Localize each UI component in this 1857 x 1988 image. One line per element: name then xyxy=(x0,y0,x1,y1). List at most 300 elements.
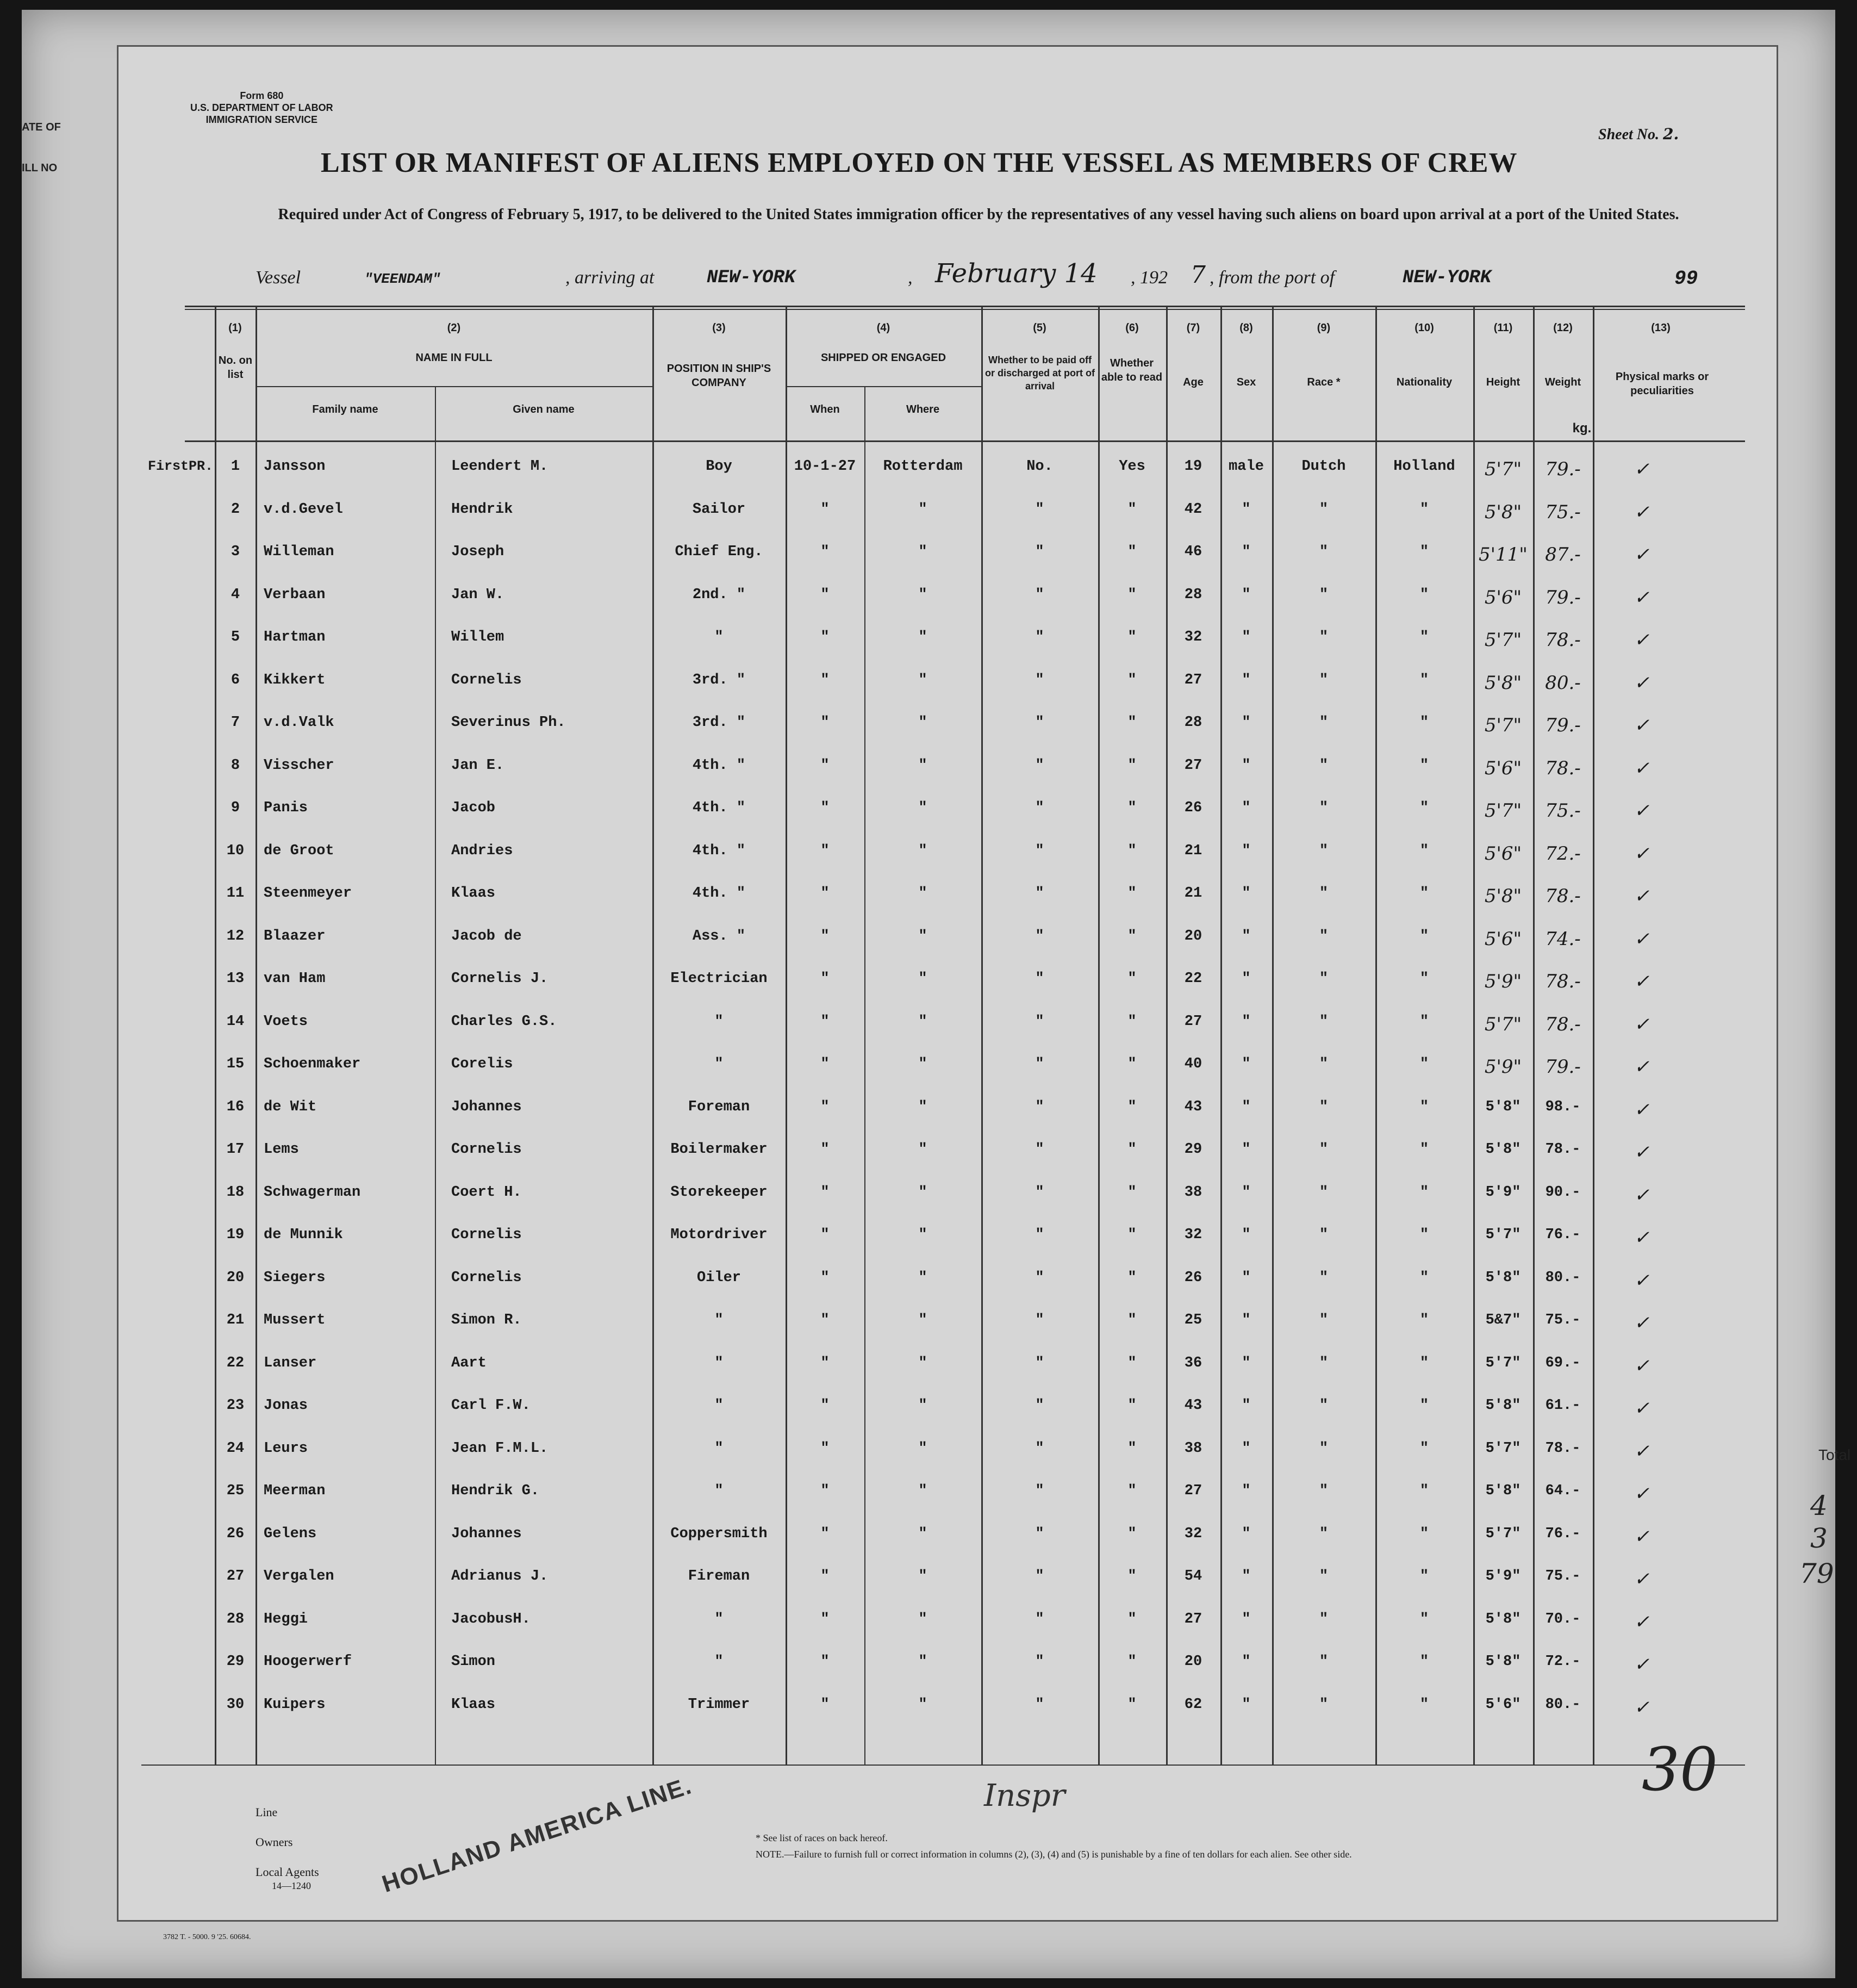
cell-sex: " xyxy=(1242,1397,1251,1414)
cell-given-name: Cornelis xyxy=(451,1227,522,1243)
cell-where: " xyxy=(918,629,927,645)
cell-able-to-read: " xyxy=(1127,1526,1137,1542)
cell-nationality: " xyxy=(1419,1440,1429,1457)
header-weight: Weight xyxy=(1544,376,1581,388)
col-rule xyxy=(1166,307,1168,1765)
cell-paid-off: " xyxy=(1035,971,1044,987)
form-identification xyxy=(190,90,333,126)
document-subtitle: Required under Act of Congress of February 5, 1917, to be delivered to the United States immigration officer by the representatives of any vessel having such aliens on board upon arrival at a port of the United States. xyxy=(278,206,1679,223)
cell-height: 5'8" xyxy=(1485,1099,1521,1115)
cell-able-to-read: " xyxy=(1127,587,1137,603)
cell-when: " xyxy=(820,1056,830,1072)
cell-family-name: Heggi xyxy=(264,1611,308,1627)
cell-sex: " xyxy=(1242,501,1251,518)
cell-where: " xyxy=(918,501,927,518)
cell-physical-marks: ✓ xyxy=(1634,1270,1650,1291)
cell-race: " xyxy=(1319,1611,1329,1627)
col-num: (5) xyxy=(1033,322,1046,334)
cell-where: " xyxy=(918,1611,927,1627)
cell-paid-off: " xyxy=(1035,629,1044,645)
cell-paid-off: " xyxy=(1035,757,1044,774)
cell-sex: " xyxy=(1242,1099,1251,1115)
cell-nationality: Holland xyxy=(1393,458,1455,475)
cell-when: " xyxy=(820,1270,830,1286)
cell-where: " xyxy=(918,1568,927,1585)
cell-able-to-read: " xyxy=(1127,501,1137,518)
col-num: (2) xyxy=(447,322,461,334)
cell-physical-marks: ✓ xyxy=(1634,501,1650,523)
cell-when: " xyxy=(820,1184,830,1201)
cell-nationality: " xyxy=(1419,1397,1429,1414)
header-paid-off: Whether to be paid off or discharged at port of arrival xyxy=(984,355,1095,392)
cell-sex: " xyxy=(1242,757,1251,774)
cell-family-name: Siegers xyxy=(264,1270,326,1286)
cell-age: 36 xyxy=(1184,1355,1202,1371)
header-age: Age xyxy=(1183,376,1204,388)
cell-physical-marks: ✓ xyxy=(1634,458,1650,480)
left-edge-text-2: ILL NO xyxy=(22,162,58,174)
cell-able-to-read: " xyxy=(1127,928,1137,945)
cell-height: 5'8" xyxy=(1485,1483,1521,1499)
cell-when: " xyxy=(820,971,830,987)
cell-where: " xyxy=(918,1697,927,1713)
cell-when: " xyxy=(820,800,830,816)
cell-when: " xyxy=(820,1355,830,1371)
arrival-date: February 14 xyxy=(935,258,1098,289)
cell-race: " xyxy=(1319,715,1329,731)
cell-no: 23 xyxy=(226,1397,245,1414)
sheet-value: 2. xyxy=(1663,125,1679,143)
cell-paid-off: " xyxy=(1035,715,1044,731)
cell-where: " xyxy=(918,843,927,859)
cell-sex: " xyxy=(1242,1440,1251,1457)
cell-weight: 75.- xyxy=(1545,501,1581,523)
cell-weight: 78.- xyxy=(1545,1440,1581,1457)
cell-no: 27 xyxy=(226,1568,245,1585)
footer-owners-label: Owners xyxy=(256,1835,293,1849)
cell-family-name: Leurs xyxy=(264,1440,308,1457)
cell-family-name: Verbaan xyxy=(264,587,326,603)
cell-position: 2nd. " xyxy=(692,587,746,603)
cell-no: 17 xyxy=(226,1141,245,1158)
cell-given-name: Corelis xyxy=(451,1056,513,1072)
from-port: NEW-YORK xyxy=(1403,268,1492,288)
cell-no: 16 xyxy=(226,1099,245,1115)
cell-physical-marks: ✓ xyxy=(1634,1355,1650,1377)
cell-given-name: Klaas xyxy=(451,1697,496,1713)
print-code: 3782 T. - 5000. 9 '25. 60684. xyxy=(163,1933,251,1941)
cell-physical-marks: ✓ xyxy=(1634,1654,1650,1675)
cell-where: " xyxy=(918,1056,927,1072)
cell-paid-off: " xyxy=(1035,1483,1044,1499)
cell-nationality: " xyxy=(1419,1014,1429,1030)
cell-paid-off: " xyxy=(1035,885,1044,902)
cell-height: 5'9" xyxy=(1484,1056,1522,1078)
year-suffix: 7 xyxy=(1191,261,1206,289)
cell-sex: " xyxy=(1242,715,1251,731)
cell-nationality: " xyxy=(1419,885,1429,902)
cell-height: 5'7" xyxy=(1485,1526,1521,1542)
cell-nationality: " xyxy=(1419,1184,1429,1201)
cell-height: 5'6" xyxy=(1484,587,1522,608)
cell-paid-off: " xyxy=(1035,1568,1044,1585)
cell-sex: " xyxy=(1242,885,1251,902)
cell-weight: 80.- xyxy=(1545,1270,1581,1286)
cell-paid-off: " xyxy=(1035,1312,1044,1328)
cell-nationality: " xyxy=(1419,1312,1429,1328)
cell-age: 54 xyxy=(1184,1568,1202,1585)
col-num: (4) xyxy=(876,322,890,334)
cell-when: " xyxy=(820,501,830,518)
cell-height: 5'6" xyxy=(1484,757,1522,779)
cell-race: " xyxy=(1319,971,1329,987)
cell-able-to-read: " xyxy=(1127,1397,1137,1414)
cell-given-name: Jacob xyxy=(451,800,496,816)
cell-age: 62 xyxy=(1184,1697,1202,1713)
cell-physical-marks: ✓ xyxy=(1634,1440,1650,1462)
sheet-number xyxy=(1598,125,1679,144)
col-num: (1) xyxy=(228,322,242,334)
cell-paid-off: " xyxy=(1035,1141,1044,1158)
cell-position: Fireman xyxy=(688,1568,750,1585)
header-where: Where xyxy=(906,403,940,415)
cell-where: " xyxy=(918,1270,927,1286)
cell-sex: " xyxy=(1242,843,1251,859)
header-able-to-read: Whether able to read xyxy=(1101,357,1163,383)
cell-paid-off: " xyxy=(1035,1397,1044,1414)
cell-when: " xyxy=(820,1568,830,1585)
first-class-prefix: FirstPR. xyxy=(148,458,214,474)
cell-race: " xyxy=(1319,1227,1329,1243)
cell-given-name: Aart xyxy=(451,1355,487,1371)
cell-age: 27 xyxy=(1184,1611,1202,1627)
cell-where: " xyxy=(918,971,927,987)
cell-sex: " xyxy=(1242,928,1251,945)
cell-where: " xyxy=(918,757,927,774)
cell-family-name: Steenmeyer xyxy=(264,885,352,902)
cell-sex: " xyxy=(1242,1568,1251,1585)
cell-paid-off: " xyxy=(1035,1697,1044,1713)
cell-where: " xyxy=(918,928,927,945)
header-height: Height xyxy=(1486,376,1521,388)
cell-able-to-read: " xyxy=(1127,1611,1137,1627)
cell-given-name: Hendrik xyxy=(451,501,513,518)
cell-family-name: Lems xyxy=(264,1141,299,1158)
header-position: POSITION IN SHIP'S COMPANY xyxy=(666,363,771,389)
cell-physical-marks: ✓ xyxy=(1634,1568,1650,1590)
cell-sex: " xyxy=(1242,1697,1251,1713)
cell-family-name: Panis xyxy=(264,800,308,816)
cell-able-to-read: " xyxy=(1127,672,1137,688)
col-num: (13) xyxy=(1651,322,1671,334)
cell-race: " xyxy=(1319,1014,1329,1030)
cell-weight: 76.- xyxy=(1545,1227,1581,1243)
cell-able-to-read: " xyxy=(1127,1312,1137,1328)
cell-where: " xyxy=(918,544,927,560)
cell-no: 8 xyxy=(230,757,240,774)
col-rule xyxy=(1220,307,1222,1765)
cell-weight: 79.- xyxy=(1545,458,1581,480)
cell-physical-marks: ✓ xyxy=(1634,544,1650,566)
cell-no: 22 xyxy=(226,1355,245,1371)
cell-age: 40 xyxy=(1184,1056,1202,1072)
cell-able-to-read: " xyxy=(1127,1654,1137,1670)
cell-where: " xyxy=(918,1654,927,1670)
cell-nationality: " xyxy=(1419,1526,1429,1542)
cell-weight: 78.- xyxy=(1545,757,1581,779)
cell-nationality: " xyxy=(1419,501,1429,518)
penalty-note: NOTE.—Failure to furnish full or correct information in columns (2), (3), (4) and (5) is punishable by a fine of ten dollars for each alien. See other side. xyxy=(756,1849,1352,1860)
cell-able-to-read: " xyxy=(1127,1483,1137,1499)
cell-when: " xyxy=(820,587,830,603)
manifest-page xyxy=(22,10,1835,1978)
cell-when: " xyxy=(820,672,830,688)
cell-physical-marks: ✓ xyxy=(1634,1014,1650,1035)
cell-given-name: Cornelis xyxy=(451,672,522,688)
cell-position: Coppersmith xyxy=(670,1526,768,1542)
cell-able-to-read: " xyxy=(1127,885,1137,902)
cell-where: " xyxy=(918,1141,927,1158)
cell-race: " xyxy=(1319,501,1329,518)
cell-position: 4th. " xyxy=(692,800,746,816)
cell-nationality: " xyxy=(1419,800,1429,816)
cell-weight: 70.- xyxy=(1545,1611,1581,1627)
cell-no: 21 xyxy=(226,1312,245,1328)
cell-when: " xyxy=(820,1312,830,1328)
cell-able-to-read: " xyxy=(1127,1056,1137,1072)
cell-age: 43 xyxy=(1184,1397,1202,1414)
cell-height: 5'7" xyxy=(1485,1440,1521,1457)
cell-race: " xyxy=(1319,1099,1329,1115)
cell-given-name: Cornelis J. xyxy=(451,971,549,987)
cell-family-name: Gelens xyxy=(264,1526,317,1542)
cell-where: " xyxy=(918,1440,927,1457)
cell-no: 3 xyxy=(230,544,240,560)
service-name: IMMIGRATION SERVICE xyxy=(205,114,318,125)
cell-where: " xyxy=(918,1397,927,1414)
cell-weight: 78.- xyxy=(1545,629,1581,651)
cell-no: 20 xyxy=(226,1270,245,1286)
table-top-rule xyxy=(185,306,1745,307)
cell-height: 5'7" xyxy=(1484,1014,1522,1035)
cell-race: " xyxy=(1319,1056,1329,1072)
cell-family-name: Kuipers xyxy=(264,1697,326,1713)
cell-able-to-read: " xyxy=(1127,1141,1137,1158)
cell-physical-marks: ✓ xyxy=(1634,757,1650,779)
cell-weight: 78.- xyxy=(1545,1014,1581,1035)
cell-age: 38 xyxy=(1184,1440,1202,1457)
cell-given-name: Jacob de xyxy=(451,928,522,945)
cell-where: " xyxy=(918,1355,927,1371)
cell-nationality: " xyxy=(1419,1483,1429,1499)
cell-weight: 75.- xyxy=(1545,1568,1581,1585)
cell-nationality: " xyxy=(1419,629,1429,645)
cell-weight: 64.- xyxy=(1545,1483,1581,1499)
cell-when: " xyxy=(820,1014,830,1030)
cell-height: 5'8" xyxy=(1484,501,1522,523)
cell-given-name: Andries xyxy=(451,843,513,859)
cell-family-name: Hartman xyxy=(264,629,326,645)
cell-family-name: Lanser xyxy=(264,1355,317,1371)
cell-no: 18 xyxy=(226,1184,245,1201)
cell-race: " xyxy=(1319,1483,1329,1499)
cell-family-name: Willeman xyxy=(264,544,334,560)
cell-where: " xyxy=(918,1099,927,1115)
cell-paid-off: " xyxy=(1035,928,1044,945)
cell-age: 38 xyxy=(1184,1184,1202,1201)
cell-no: 2 xyxy=(230,501,240,518)
cell-paid-off: " xyxy=(1035,1270,1044,1286)
cell-given-name: Jan W. xyxy=(451,587,504,603)
cell-family-name: v.d.Valk xyxy=(264,715,334,731)
cell-nationality: " xyxy=(1419,715,1429,731)
cell-sex: " xyxy=(1242,544,1251,560)
cell-nationality: " xyxy=(1419,672,1429,688)
cell-able-to-read: " xyxy=(1127,1014,1137,1030)
cell-physical-marks: ✓ xyxy=(1634,800,1650,822)
footer-agents-code: 14—1240 xyxy=(272,1880,311,1891)
cell-weight: 78.- xyxy=(1545,971,1581,992)
cell-age: 21 xyxy=(1184,885,1202,902)
cell-paid-off: " xyxy=(1035,800,1044,816)
cell-position: Boy xyxy=(706,458,732,475)
cell-where: " xyxy=(918,800,927,816)
cell-height: 5'8" xyxy=(1485,1654,1521,1670)
cell-where: Rotterdam xyxy=(883,458,963,475)
cell-no: 28 xyxy=(226,1611,245,1627)
cell-able-to-read: " xyxy=(1127,1099,1137,1115)
cell-where: " xyxy=(918,1014,927,1030)
cell-nationality: " xyxy=(1419,1227,1429,1243)
cell-given-name: Hendrik G. xyxy=(451,1483,540,1499)
cell-able-to-read: " xyxy=(1127,1270,1137,1286)
cell-where: " xyxy=(918,1312,927,1328)
cell-sex: " xyxy=(1242,1270,1251,1286)
cell-family-name: Jonas xyxy=(264,1397,308,1414)
cell-race: " xyxy=(1319,928,1329,945)
cell-paid-off: No. xyxy=(1026,458,1053,475)
cell-physical-marks: ✓ xyxy=(1634,672,1650,694)
cell-race: " xyxy=(1319,885,1329,902)
cell-given-name: Simon xyxy=(451,1654,496,1670)
header-sex: Sex xyxy=(1236,376,1256,388)
cell-age: 29 xyxy=(1184,1141,1202,1158)
cell-weight: 87.- xyxy=(1545,544,1581,566)
cell-age: 25 xyxy=(1184,1312,1202,1328)
cell-race: " xyxy=(1319,672,1329,688)
cell-family-name: de Groot xyxy=(264,843,334,859)
cell-weight: 79.- xyxy=(1545,587,1581,608)
cell-physical-marks: ✓ xyxy=(1634,1526,1650,1548)
cell-nationality: " xyxy=(1419,928,1429,945)
cell-when: 10-1-27 xyxy=(794,458,856,475)
cell-sex: " xyxy=(1242,629,1251,645)
cell-age: 27 xyxy=(1184,757,1202,774)
cell-family-name: Hoogerwerf xyxy=(264,1654,352,1670)
cell-race: " xyxy=(1319,757,1329,774)
cell-family-name: v.d.Gevel xyxy=(264,501,343,518)
cell-where: " xyxy=(918,1184,927,1201)
cell-race: Dutch xyxy=(1301,458,1346,475)
header-weight-unit: kg. xyxy=(1572,421,1592,436)
cell-sex: " xyxy=(1242,1355,1251,1371)
cell-paid-off: " xyxy=(1035,587,1044,603)
name-subheader-rule xyxy=(256,386,652,387)
table-bottom-rule xyxy=(141,1765,1745,1766)
cell-weight: 80.- xyxy=(1545,1697,1581,1713)
cell-given-name: Klaas xyxy=(451,885,496,902)
cell-physical-marks: ✓ xyxy=(1634,1312,1650,1334)
cell-weight: 78.- xyxy=(1545,1141,1581,1158)
cell-sex: " xyxy=(1242,971,1251,987)
col-rule xyxy=(256,307,257,1765)
cell-when: " xyxy=(820,1397,830,1414)
cell-physical-marks: ✓ xyxy=(1634,1184,1650,1206)
cell-nationality: " xyxy=(1419,544,1429,560)
cell-able-to-read: " xyxy=(1127,843,1137,859)
cell-paid-off: " xyxy=(1035,843,1044,859)
department-name: U.S. DEPARTMENT OF LABOR xyxy=(190,102,333,113)
cell-given-name: Leendert M. xyxy=(451,458,549,475)
cell-where: " xyxy=(918,672,927,688)
cell-height: 5'7" xyxy=(1484,458,1522,480)
cell-weight: 69.- xyxy=(1545,1355,1581,1371)
cell-race: " xyxy=(1319,1568,1329,1585)
cell-no: 6 xyxy=(230,672,240,688)
cell-height: 5&7" xyxy=(1485,1312,1521,1328)
cell-position: " xyxy=(714,1654,724,1670)
cell-given-name: Adrianus J. xyxy=(451,1568,549,1585)
cell-when: " xyxy=(820,885,830,902)
cell-where: " xyxy=(918,715,927,731)
cell-position: 4th. " xyxy=(692,885,746,902)
cell-nationality: " xyxy=(1419,1099,1429,1115)
cell-height: 5'9" xyxy=(1485,1568,1521,1585)
cell-able-to-read: " xyxy=(1127,629,1137,645)
cell-sex: male xyxy=(1229,458,1264,475)
col-rule xyxy=(981,307,983,1765)
cell-height: 5'6" xyxy=(1484,843,1522,865)
cell-weight: 61.- xyxy=(1545,1397,1581,1414)
cell-nationality: " xyxy=(1419,1697,1429,1713)
header-bottom-rule xyxy=(185,440,1745,442)
cell-age: 22 xyxy=(1184,971,1202,987)
cell-age: 27 xyxy=(1184,1483,1202,1499)
cell-position: Electrician xyxy=(670,971,768,987)
cell-paid-off: " xyxy=(1035,1611,1044,1627)
cell-able-to-read: " xyxy=(1127,544,1137,560)
col-num: (11) xyxy=(1493,322,1513,334)
arriving-label: , arriving at xyxy=(565,268,655,288)
cell-height: 5'8" xyxy=(1485,1397,1521,1414)
cell-able-to-read: " xyxy=(1127,1568,1137,1585)
vessel-name: "VEENDAM" xyxy=(364,271,441,287)
date-separator: , xyxy=(908,268,913,288)
cell-physical-marks: ✓ xyxy=(1634,715,1650,736)
col-rule xyxy=(1098,307,1100,1765)
cell-race: " xyxy=(1319,1697,1329,1713)
cell-no: 29 xyxy=(226,1654,245,1670)
cell-able-to-read: " xyxy=(1127,1227,1137,1243)
cell-physical-marks: ✓ xyxy=(1634,1483,1650,1505)
cell-sex: " xyxy=(1242,1184,1251,1201)
cell-height: 5'7" xyxy=(1484,629,1522,651)
cell-weight: 74.- xyxy=(1545,928,1581,950)
margin-num-2: 3 xyxy=(1810,1523,1828,1554)
cell-position: " xyxy=(714,1483,724,1499)
margin-num-3: 79 xyxy=(1799,1558,1834,1589)
cell-no: 7 xyxy=(230,715,240,731)
